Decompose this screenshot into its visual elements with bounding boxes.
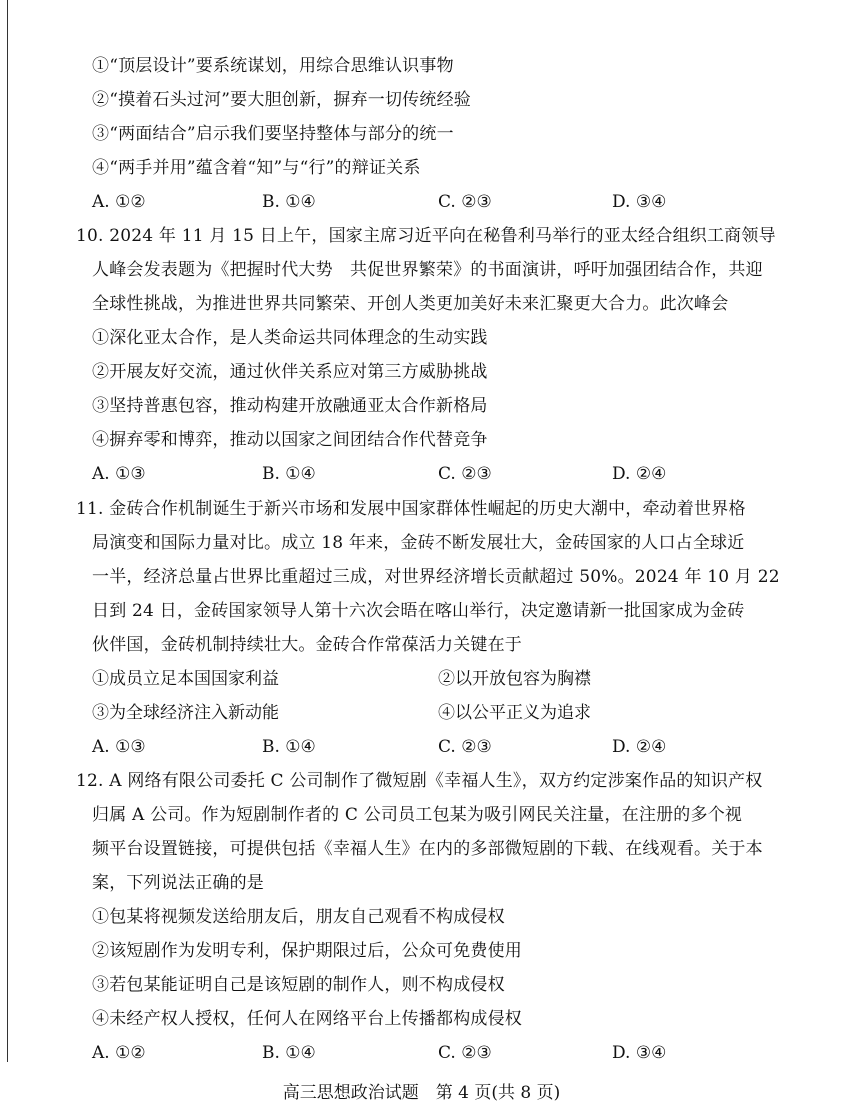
q12-stem-line-4: 案，下列说法正确的是 — [92, 873, 264, 893]
q10-statement-3: ③坚持普惠包容，推动构建开放融通亚太合作新格局 — [92, 396, 488, 416]
q10-statement-1: ①深化亚太合作，是人类命运共同体理念的生动实践 — [92, 328, 488, 348]
q11-option-c[interactable]: C. ②③ — [438, 737, 492, 757]
q9-statement-1: ①“顶层设计”要系统谋划，用综合思维认识事物 — [92, 56, 454, 76]
q10-option-c[interactable]: C. ②③ — [438, 464, 492, 484]
q12-option-a[interactable]: A. ①② — [92, 1043, 146, 1063]
q11-stem-line-2: 局演变和国际力量对比。成立 18 年来，金砖不断发展壮大，金砖国家的人口占全球近 — [92, 533, 745, 553]
q11-option-b[interactable]: B. ①④ — [262, 737, 316, 757]
q12-stem-line-3: 频平台设置链接，可提供包括《幸福人生》在内的多部微短剧的下载、在线观看。关于本 — [92, 839, 763, 859]
q12-stem-line-1: 12. A 网络有限公司委托 C 公司制作了微短剧《幸福人生》，双方约定涉案作品的知识产权 — [76, 771, 763, 791]
q9-option-d[interactable]: D. ③④ — [612, 192, 667, 212]
q10-option-d[interactable]: D. ②④ — [612, 464, 667, 484]
q10-option-b[interactable]: B. ①④ — [262, 464, 316, 484]
q11-statement-3: ③为全球经济注入新动能 — [92, 703, 279, 723]
q11-stem-line-4: 日到 24 日，金砖国家领导人第十六次会晤在喀山举行，决定邀请新一批国家成为金砖 — [92, 601, 745, 621]
q10-stem-line-1: 10. 2024 年 11 月 15 日上午，国家主席习近平向在秘鲁利马举行的亚太经合组织工商领导 — [76, 226, 776, 246]
q10-option-a[interactable]: A. ①③ — [92, 464, 146, 484]
q9-statement-3: ③“两面结合”启示我们要坚持整体与部分的统一 — [92, 124, 454, 144]
q12-stem-line-2: 归属 A 公司。作为短剧制作者的 C 公司员工包某为吸引网民关注量，在注册的多个视 — [92, 805, 743, 825]
q9-option-b[interactable]: B. ①④ — [262, 192, 316, 212]
q9-option-a[interactable]: A. ①② — [92, 192, 146, 212]
q11-stem-line-5: 伙伴国，金砖机制持续壮大。金砖合作常葆活力关键在于 — [92, 635, 522, 655]
q12-option-c[interactable]: C. ②③ — [438, 1043, 492, 1063]
q12-option-d[interactable]: D. ③④ — [612, 1043, 667, 1063]
q11-option-a[interactable]: A. ①③ — [92, 737, 146, 757]
q11-stem-line-3: 一半，经济总量占世界比重超过三成，对世界经济增长贡献超过 50%。2024 年 10 月 22 — [92, 567, 780, 587]
left-margin-rule — [7, 0, 8, 1062]
q12-statement-1: ①包某将视频发送给朋友后，朋友自己观看不构成侵权 — [92, 907, 505, 927]
q12-statement-4: ④未经产权人授权，任何人在网络平台上传播都构成侵权 — [92, 1009, 522, 1029]
q9-statement-2: ②“摸着石头过河”要大胆创新，摒弃一切传统经验 — [92, 90, 471, 110]
q11-stem-line-1: 11. 金砖合作机制诞生于新兴市场和发展中国家群体性崛起的历史大潮中，牵动着世界格 — [76, 499, 746, 519]
q9-statement-4: ④“两手并用”蕴含着“知”与“行”的辩证关系 — [92, 158, 421, 178]
page-footer: 高三思想政治试题 第 4 页(共 8 页) — [282, 1083, 561, 1103]
q11-option-d[interactable]: D. ②④ — [612, 737, 667, 757]
q10-stem-line-2: 人峰会发表题为《把握时代大势 共促世界繁荣》的书面演讲，呼吁加强团结合作，共迎 — [92, 260, 763, 280]
q12-statement-3: ③若包某能证明自己是该短剧的制作人，则不构成侵权 — [92, 975, 505, 995]
q10-statement-2: ②开展友好交流，通过伙伴关系应对第三方威胁挑战 — [92, 362, 488, 382]
q11-statement-1: ①成员立足本国国家利益 — [92, 669, 279, 689]
q11-statement-4: ④以公平正义为追求 — [438, 703, 591, 723]
q10-statement-4: ④摒弃零和博弈，推动以国家之间团结合作代替竞争 — [92, 430, 488, 450]
q9-option-c[interactable]: C. ②③ — [438, 192, 492, 212]
q12-option-b[interactable]: B. ①④ — [262, 1043, 316, 1063]
q12-statement-2: ②该短剧作为发明专利，保护期限过后，公众可免费使用 — [92, 941, 522, 961]
q10-stem-line-3: 全球性挑战，为推进世界共同繁荣、开创人类更加美好未来汇聚更大合力。此次峰会 — [92, 294, 729, 314]
q11-statement-2: ②以开放包容为胸襟 — [438, 669, 591, 689]
